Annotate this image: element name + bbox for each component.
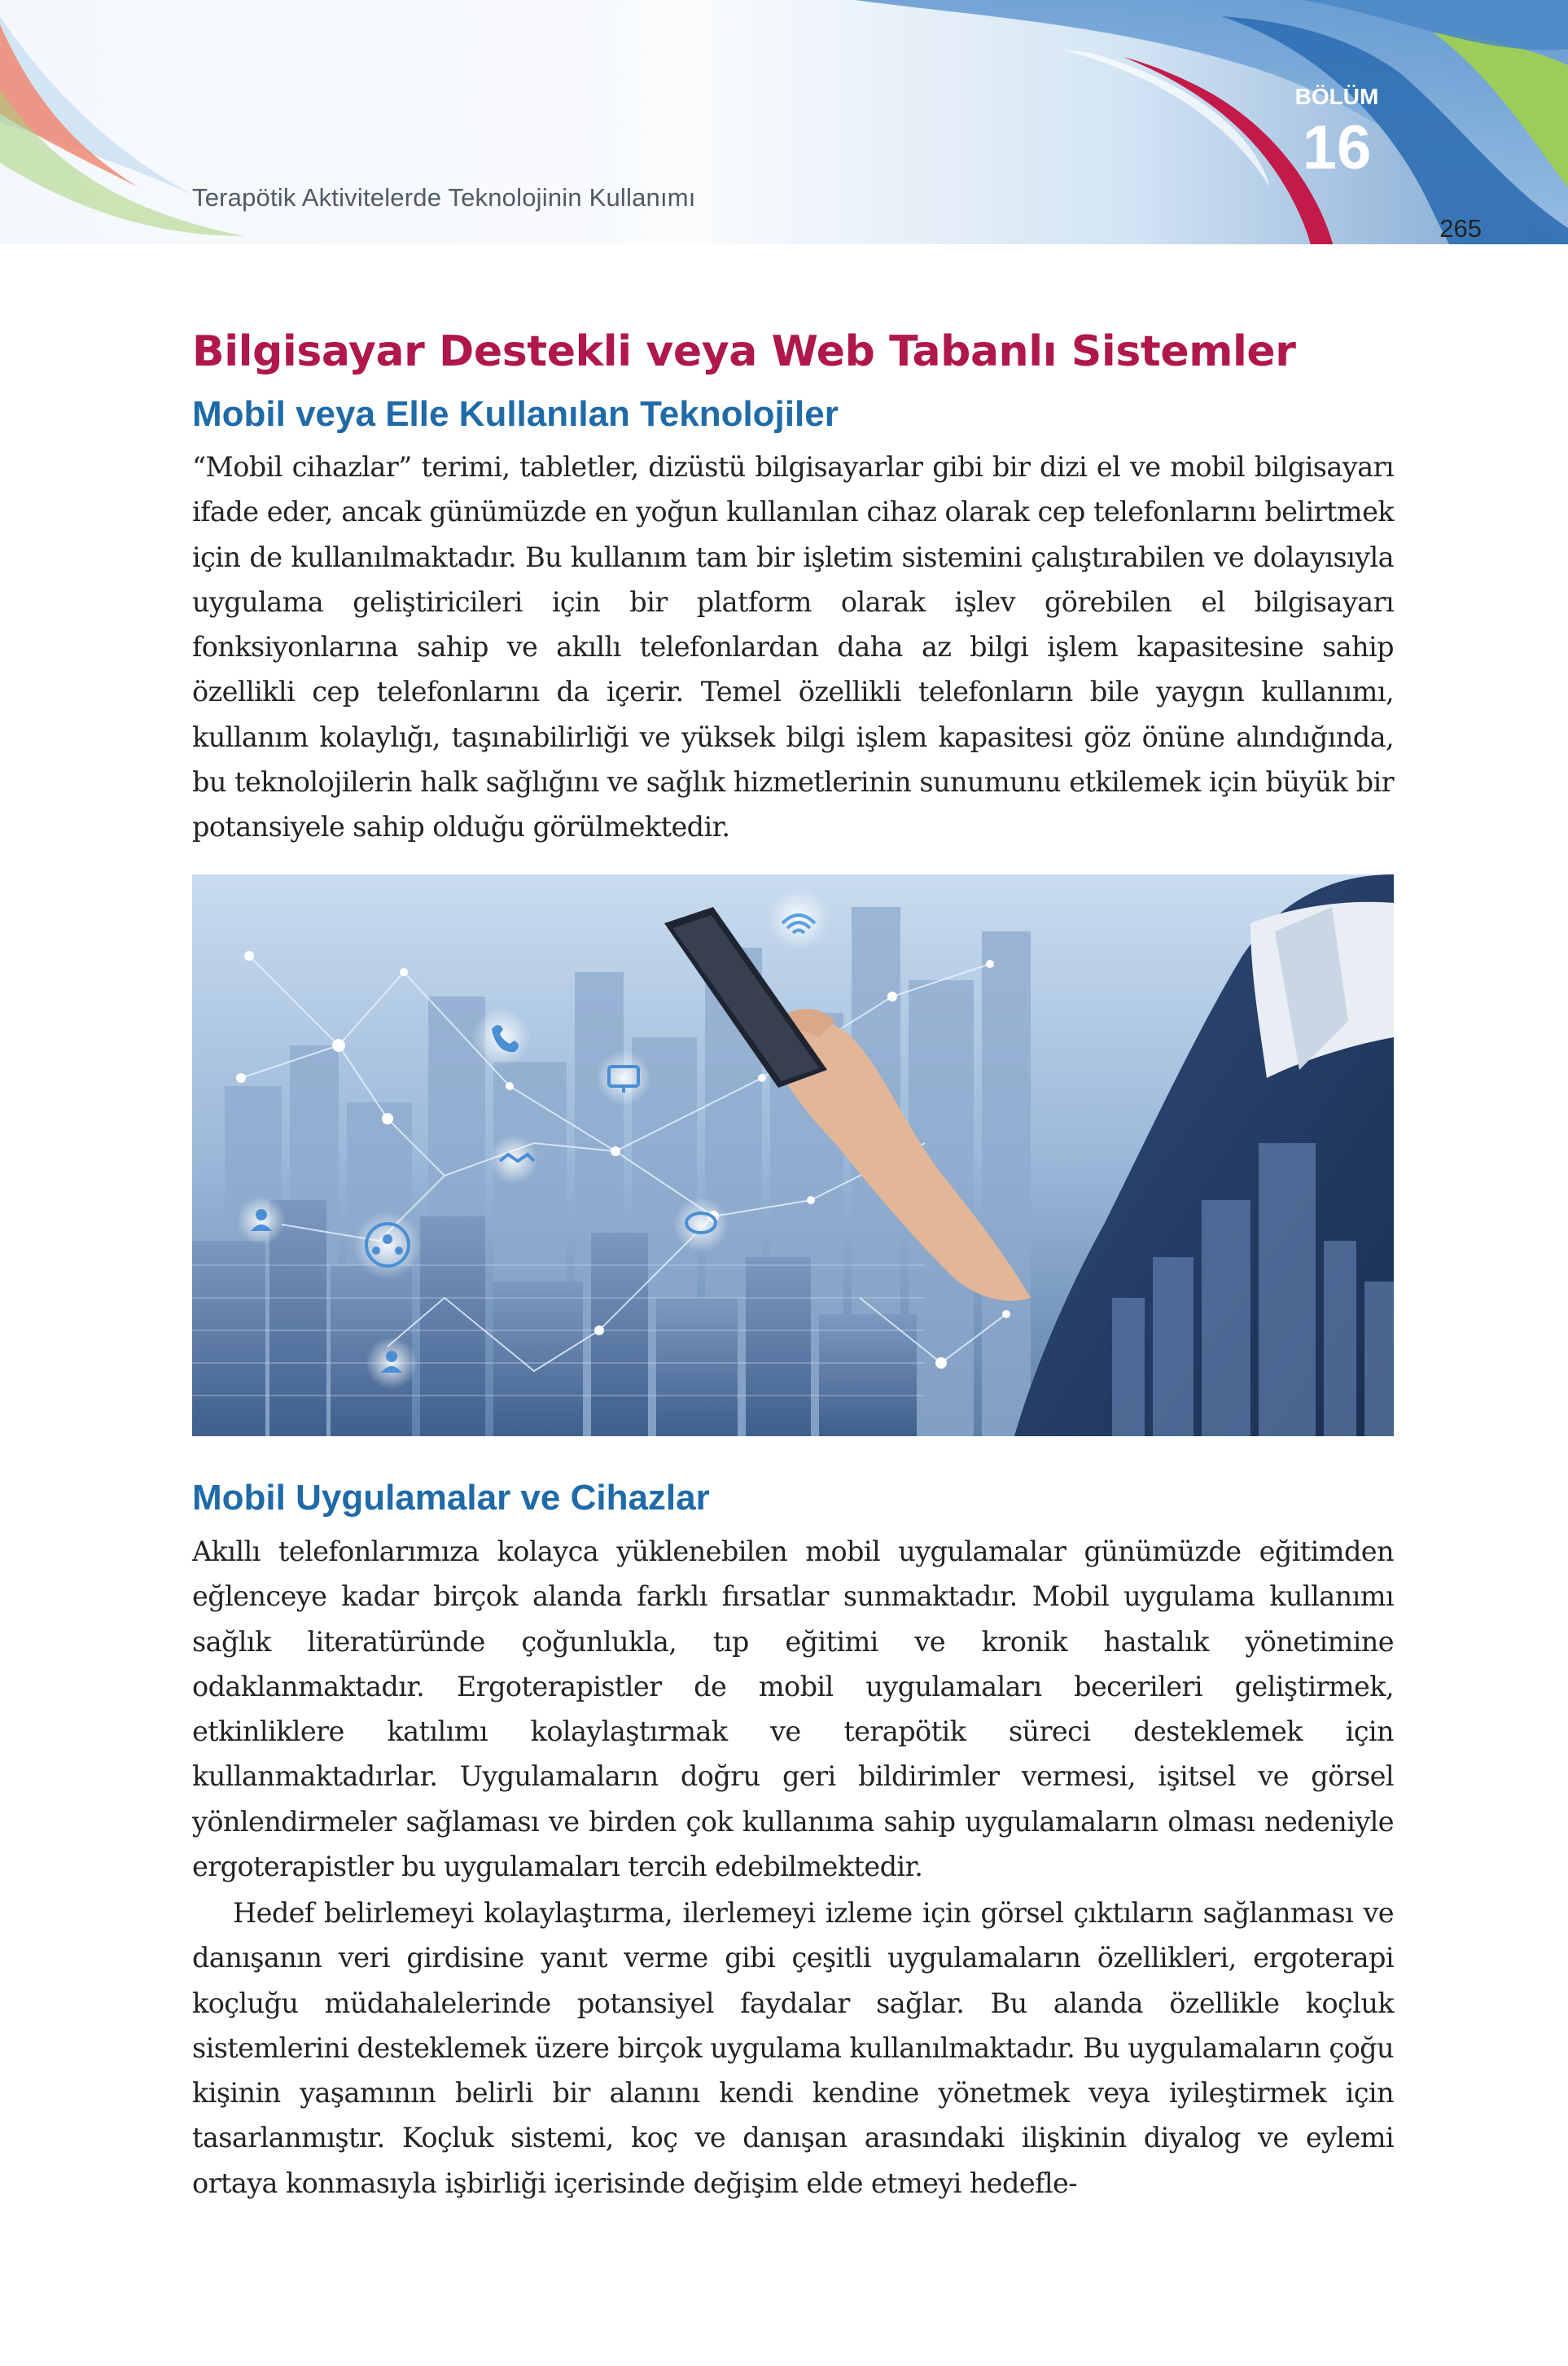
running-title: Terapötik Aktivitelerde Teknolojinin Kullanımı: [192, 183, 696, 212]
paragraph-mobile-devices: “Mobil cihazlar” terimi, tabletler, dizüstü bilgisayarlar gibi bir dizi el ve mobil bilgisayarı ifade eder, ancak günümüzde en yoğun kullanılan cihaz olarak cep telefonlarını belirtmek için de kullanılmaktadır. Bu kullanım tam bir işletim sistemini çalıştırabilen ve dolayısıyla uygulama geliştiricileri için bir platform olarak işlev görebilen el bilgisayarı fonksiyonlarına sahip ve akıllı telefonlardan daha az bilgi işlem kapasitesine sahip özellikli cep telefonlarını da içerir. Temel özellikli telefonların bile yaygın kullanımı, kullanım kolaylığı, taşınabilirliği ve yüksek bilgi işlem kapasitesi göz önüne alındığında, bu teknolojilerin halk sağlığını ve sağlık hizmetlerinin sunumunu etkilemek için büyük bir potansiyele sahip olduğu görülmektedir.: [192, 451, 1394, 843]
chapter-number: 16: [1302, 113, 1372, 182]
page-header: [0, 0, 1568, 252]
photo-illustration: [192, 874, 1394, 1436]
user-icon: [366, 1337, 418, 1389]
wifi-icon: [768, 888, 830, 950]
paragraph-coaching: Hedef belirlemeyi kolaylaştırma, ilerlemeyi izleme için görsel çıktıların sağlanması ve danışanın veri girdisine yanıt verme gibi çeşitli uygulamaların özellikleri, ergoterapi koçluğu müdahalelerinde potansiyel faydalar sağlar. Bu alanda özellikle koçluk sistemlerini desteklemek üzere birçok uygulama kullanılmaktadır. Bu uygulamaların çoğu kişinin yaşamının belirli bir alanını kendi kendine yönetmek veya iyileştirmek için tasarlanmıştır. Koçluk sistemi, koç ve danışan arasındaki ilişkinin diyalog ve eylemi ortaya konmasıyla işbirliği içerisinde değişim elde etmeyi hedefle-: [192, 1897, 1394, 2199]
paragraph-mobile-apps: Akıllı telefonlarımıza kolayca yüklenebilen mobil uygulamalar günümüzde eğitimden eğlenceye kadar birçok alanda farklı fırsatlar sunmaktadır. Mobil uygulama kullanımı sağlık literatüründe çoğunlukla, tıp eğitimi ve kronik hastalık yönetimine odaklanmaktadır. Ergoterapistler de mobil uygulamaları becerileri geliştirmek, etkinliklere katılımı kolaylaştırmak ve terapötik süreci desteklemek için kullanmaktadırlar. Uygulamaların doğru geri bildirimler vermesi, işitsel ve görsel yönlendirmeler sağlaması ve birden çok kullanıma sahip uygulamaların olması nedeniyle ergoterapistler bu uygulamaları tercih edebilmektedir.: [192, 1536, 1394, 1883]
photo-smartphone-network-city: [192, 874, 1394, 1436]
phone-icon: [472, 1008, 531, 1067]
chat-icon: [673, 1197, 729, 1252]
subheading-mobile-apps: Mobil Uygulamalar ve Cihazlar: [192, 1478, 710, 1518]
page-number: 265: [1439, 214, 1482, 243]
monitor-icon: [596, 1050, 651, 1106]
handshake-icon: [489, 1135, 538, 1184]
people-network-icon: [353, 1211, 422, 1279]
section-title: Bilgisayar Destekli veya Web Tabanlı Sistemler: [192, 327, 1296, 376]
subheading-mobile-handheld: Mobil veya Elle Kullanılan Teknolojiler: [192, 394, 839, 434]
chapter-label: BÖLÜM: [1294, 84, 1379, 109]
person-icon: [237, 1196, 286, 1245]
